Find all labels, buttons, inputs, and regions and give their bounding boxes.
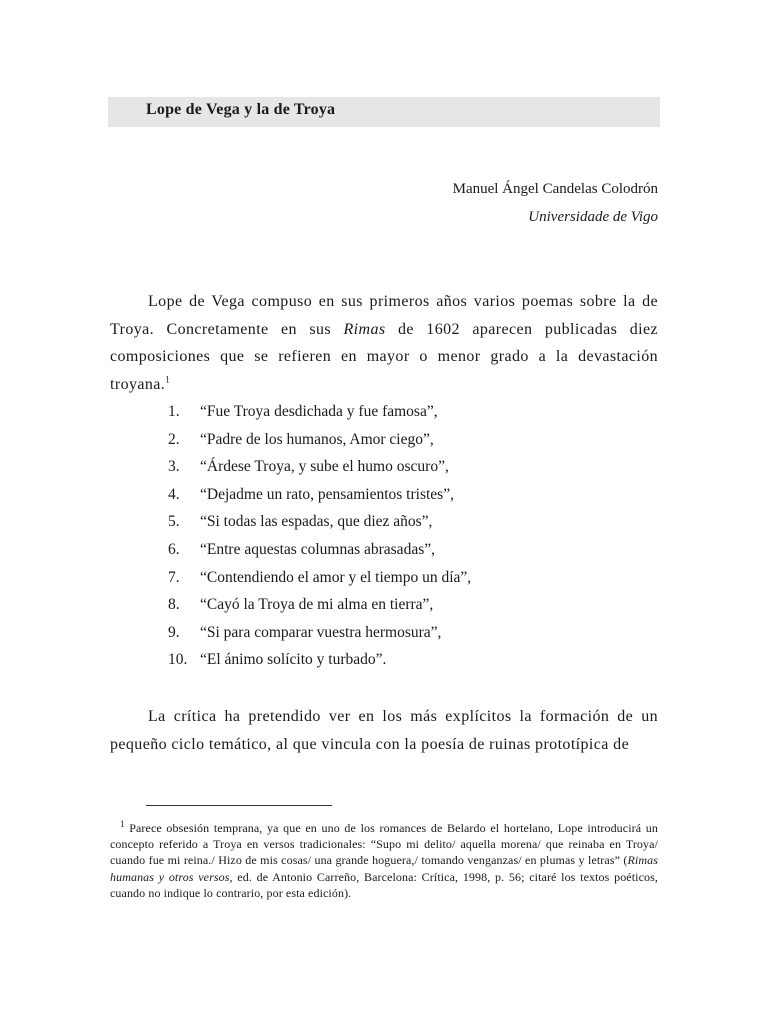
list-item <box>168 398 471 426</box>
title-bar <box>108 97 660 127</box>
poem-title: “Si todas las espadas, que diez años”, <box>200 513 433 531</box>
list-number: 3. <box>168 458 180 476</box>
body-paragraph: La crítica ha pretendido ver en los más explícitos la formación de un pequeño ciclo temático, al que vincula con la poesía de ruinas prototípica de <box>110 708 658 753</box>
poem-list <box>168 398 471 674</box>
list-number: 4. <box>168 485 180 503</box>
poem-title: “Contendiendo el amor y el tiempo un día”, <box>200 568 472 586</box>
poem-title: “Árdese Troya, y sube el humo oscuro”, <box>200 458 449 476</box>
footnote-divider <box>146 805 332 806</box>
poem-title: “Si para comparar vuestra hermosura”, <box>200 623 442 641</box>
list-number: 1. <box>168 403 180 420</box>
footnote-ref[interactable]: 1 <box>165 374 171 385</box>
list-number: 10. <box>168 651 188 669</box>
list-item <box>168 619 471 647</box>
footnote <box>110 820 658 901</box>
poem-title: “Fue Troya desdichada y fue famosa”, <box>200 403 438 420</box>
footnote-text-a: Parece obsesión temprana, ya que en uno de los romances de Belardo el hortelano, Lope introducirá un concepto referido a Troya en versos tradicionales: “Supo mi delito/ aquella morena/ que reinaba en Troya/ cuando fue mi reina./ Hizo de mis cosas/ una grande hoguera,/ tomando venganzas/ en plumas y letras” ( <box>110 821 658 868</box>
author-name: Manuel Ángel Candelas Colodrón <box>452 181 658 197</box>
rimas-title: Rimas <box>343 320 386 338</box>
footnote-text-b: , ed. de Antonio Carreño, Barcelona: Crítica, 1998, p. 56; citaré los textos poéticos, cuando no indique lo contrario, por esta edición). <box>110 869 658 900</box>
intro-paragraph <box>110 288 658 398</box>
poem-title: “Dejadme un rato, pensamientos tristes”, <box>200 485 454 503</box>
list-item <box>168 646 471 674</box>
list-number: 9. <box>168 623 180 641</box>
list-item <box>168 426 471 454</box>
poem-title: “Cayó la Troya de mi alma en tierra”, <box>200 596 434 614</box>
list-number: 6. <box>168 540 180 558</box>
poem-title: “Padre de los humanos, Amor ciego”, <box>200 430 434 448</box>
poem-title: “El ánimo solícito y turbado”. <box>200 651 387 669</box>
intro-text-a: Lope de Vega compuso en sus primeros años varios poemas sobre la de Troya. Concretamente en sus <box>110 293 658 338</box>
footnote-book-title: Rimas humanas y otros versos <box>110 853 658 884</box>
list-number: 2. <box>168 430 180 448</box>
poem-title: “Entre aquestas columnas abrasadas”, <box>200 540 435 558</box>
list-item <box>168 453 471 481</box>
intro-text-b: de 1602 aparecen publicadas diez composiciones que se refieren en mayor o menor grado a la devastación troyana. <box>110 320 658 393</box>
list-item <box>168 536 471 564</box>
list-item <box>168 591 471 619</box>
footnote-marker: 1 <box>120 819 125 829</box>
list-number: 8. <box>168 596 180 614</box>
list-item <box>168 481 471 509</box>
author-affiliation: Universidade de Vigo <box>528 209 658 225</box>
list-number: 7. <box>168 568 180 586</box>
list-item <box>168 508 471 536</box>
list-number: 5. <box>168 513 180 531</box>
page-title: Lope de Vega y la de Troya <box>146 101 336 118</box>
list-item <box>168 564 471 592</box>
